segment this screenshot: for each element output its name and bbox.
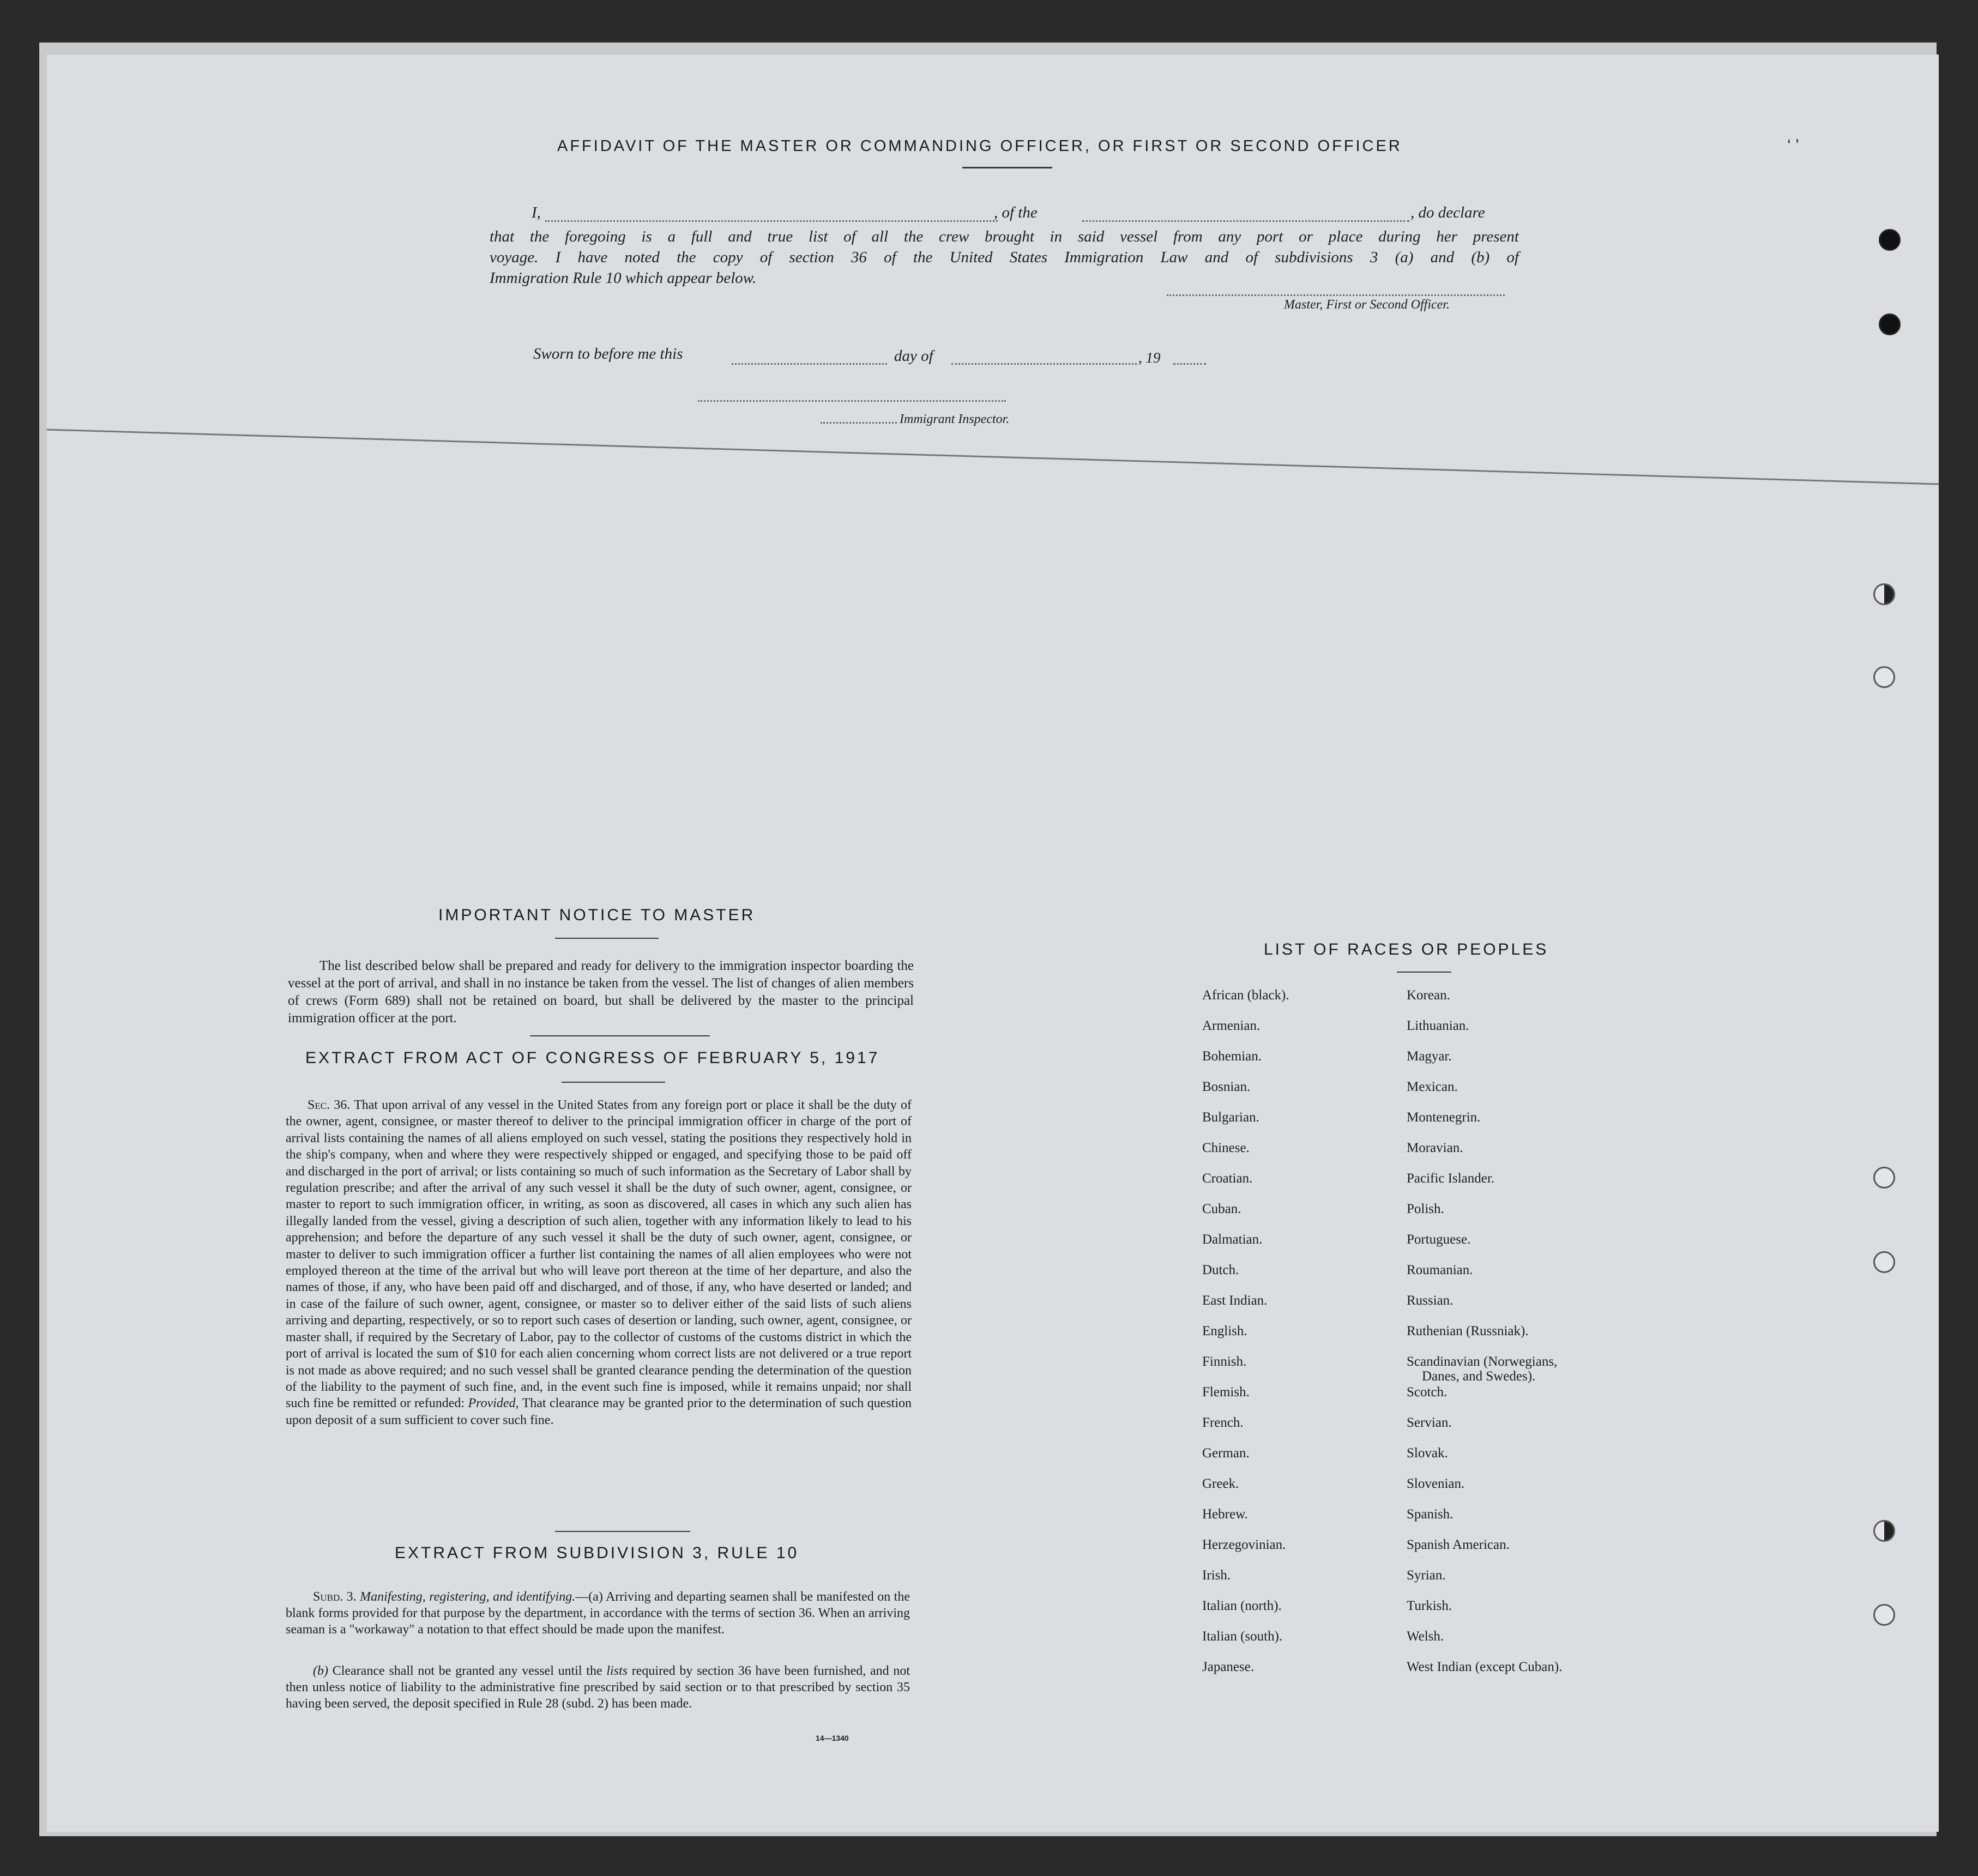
race-item: French. (1202, 1415, 1244, 1430)
binder-hole (1873, 1251, 1895, 1273)
sworn-year-field[interactable] (1173, 363, 1206, 365)
race-item: Armenian. (1202, 1018, 1261, 1033)
race-item: East Indian. (1202, 1293, 1268, 1308)
affidavit-title: AFFIDAVIT OF THE MASTER OR COMMANDING OFFICER, OR FIRST OR SECOND OFFICER (557, 137, 1402, 155)
race-item: Polish. (1407, 1202, 1444, 1216)
race-item: African (black). (1202, 988, 1289, 1003)
year-label: , 19 (1138, 349, 1161, 366)
race-item: Montenegrin. (1407, 1110, 1481, 1125)
inspector-caption: Immigrant Inspector. (900, 412, 1010, 426)
race-item: Cuban. (1202, 1202, 1241, 1216)
race-item: Bulgarian. (1202, 1110, 1259, 1125)
rule-subd-b (286, 1663, 910, 1712)
act-section-36 (286, 1097, 912, 1428)
race-item: Bohemian. (1202, 1049, 1262, 1064)
act-title-underline (562, 1082, 665, 1083)
binder-hole (1873, 1167, 1895, 1189)
rule-subd-a: —(a) Arriving and departing seamen shall be manifested on the blank forms provided for that purpose by the department, in accordance with the terms of section 36. When an arriving seaman is a "workaway" a notation to that effect should be made upon the manifest. (286, 1590, 910, 1637)
binder-hole (1873, 583, 1895, 605)
rule-title: EXTRACT FROM SUBDIVISION 3, RULE 10 (395, 1544, 799, 1562)
act-provided: Provided, (468, 1396, 519, 1411)
sworn-month-field[interactable] (951, 363, 1137, 365)
race-item: Dutch. (1202, 1263, 1239, 1277)
affidavit-do-declare: , do declare (1410, 204, 1485, 221)
inspector-signature-field[interactable] (698, 400, 1006, 402)
race-item: Italian (north). (1202, 1598, 1282, 1613)
title-underline (962, 167, 1052, 168)
rule-b-text-2: required by section 36 have been furnished, and not then unless notice of liability to the administrative fine prescribed by said section or to that prescribed by section 35 having been served, the deposit specified in Rule 28 (subd. 2) has been made. (286, 1664, 910, 1711)
rule-b-label: (b) (313, 1664, 328, 1678)
binder-hole (1873, 666, 1895, 688)
binder-hole (1873, 1604, 1895, 1626)
form-number: 14—1340 (816, 1734, 849, 1742)
race-item: Chinese. (1202, 1141, 1250, 1155)
rule-subd-3 (286, 1589, 910, 1638)
affidavit-line-2: that the foregoing is a full and true list of all the crew brought in said vessel from any port or place during her present (490, 228, 1519, 245)
notice-text: The list described below shall be prepared and ready for delivery to the immigration inspector boarding the vessel at the port of arrival, and shall in no instance be taken from the vessel. The list of changes of alien members of crews (Form 689) shall not be retained on board, but shall be delivered by the master to the principal immigration officer at the port. (288, 958, 914, 1026)
race-item: Magyar. (1407, 1049, 1452, 1064)
rule-b-text-1: Clearance shall not be granted any vessel until the (332, 1664, 602, 1678)
race-item: Portuguese. (1407, 1232, 1471, 1247)
race-item: Finnish. (1202, 1354, 1247, 1369)
affidavit-line-4: Immigration Rule 10 which appear below. (490, 269, 757, 287)
race-item: Slovenian. (1407, 1476, 1465, 1491)
race-item: German. (1202, 1446, 1250, 1461)
day-of-label: day of (894, 347, 933, 365)
race-item: Irish. (1202, 1568, 1231, 1583)
race-item: Japanese. (1202, 1660, 1255, 1674)
binder-hole (1879, 313, 1901, 335)
race-item: Hebrew. (1202, 1507, 1248, 1522)
race-item: Moravian. (1407, 1141, 1463, 1155)
race-item: Ruthenian (Russniak). (1407, 1324, 1529, 1338)
race-item: Spanish American. (1407, 1537, 1510, 1552)
signature-field[interactable] (1167, 294, 1505, 296)
race-item: Slovak. (1407, 1446, 1448, 1461)
races-title-underline (1397, 972, 1451, 973)
race-item: Scotch. (1407, 1385, 1448, 1400)
race-item: Korean. (1407, 988, 1450, 1003)
race-item: Pacific Islander. (1407, 1171, 1495, 1186)
notice-title-underline (555, 938, 659, 939)
document-sheet (47, 55, 1939, 1832)
race-item: Scandinavian (Norwegians, (1407, 1354, 1558, 1369)
affidavit-i: I, (532, 204, 541, 221)
corner-mark: ‘ ’ (1787, 136, 1799, 154)
rank-field[interactable] (1082, 220, 1409, 222)
act-separator (555, 1531, 690, 1532)
race-item: English. (1202, 1324, 1247, 1338)
act-section-text-end: That clearance may be granted prior to the determination of such question upon deposit of a sum sufficient to cover such fine. (286, 1396, 912, 1427)
notice-title: IMPORTANT NOTICE TO MASTER (438, 906, 756, 924)
rule-subd-heading: Manifesting, registering, and identifying. (360, 1590, 576, 1604)
race-item: Servian. (1407, 1415, 1452, 1430)
race-item: Mexican. (1407, 1079, 1458, 1094)
race-item: Flemish. (1202, 1385, 1250, 1400)
sheet-fold-line (47, 414, 1939, 496)
act-title: EXTRACT FROM ACT OF CONGRESS OF FEBRUARY 5, 1917 (305, 1049, 880, 1067)
race-item: Dalmatian. (1202, 1232, 1263, 1247)
race-item: Bosnian. (1202, 1079, 1251, 1094)
race-item: Lithuanian. (1407, 1018, 1469, 1033)
race-item: Russian. (1407, 1293, 1454, 1308)
race-item: Danes, and Swedes). (1422, 1369, 1536, 1384)
binder-hole (1873, 1520, 1895, 1542)
affidavit-of-the: , of the (994, 204, 1038, 221)
signature-caption: Master, First or Second Officer. (1284, 298, 1450, 312)
race-item: Greek. (1202, 1476, 1239, 1491)
race-item: Spanish. (1407, 1507, 1454, 1522)
act-section-text: That upon arrival of any vessel in the United States from any foreign port or place it shall be the duty of the owner, agent, consignee, or master thereof to deliver to the principal immigration officer in charge of the port of arrival lists containing the names of all aliens employed on such vessel, stating the positions they respectively hold in the ship's company, when and where they were respectively shipped or engaged, and specifying those to be paid off and discharged in the port of arrival; or lists containing so much of such information as the Secretary of Labor shall by regulation prescribe; and after the arrival of any such vessel it shall be the duty of such owner, agent, consignee, or master to report to such immigration officer, in writing, as soon as discovered, all cases in which any such alien has illegally landed from the vessel, giving a description of such alien, together with any information likely to lead to his apprehension; and before the departure of any such vessel it shall be the duty of such owner, agent, consignee, or master to deliver to such immigration officer a further list containing the names of all alien employees who were not employed thereon at the time of the arrival but who will leave port thereon at the time of her departure, and also the names of those, if any, who have been paid off and discharged, and of those, if any, who have deserted or landed; and in case of the failure of such owner, agent, consignee, or master so to deliver either of the said lists of such aliens arriving and departing, respectively, or so to report such cases of desertion or landing, such owner, agent, consignee, or master shall, if required by the Secretary of Labor, pay to the collector of customs of the customs district in which the port of arrival is located the sum of $10 for each alien concerning whom correct lists are not delivered or a true report is not made as above required; and no such vessel shall be granted clearance pending the determination of the question of the liability to the payment of such fine, and, in the event such fine is imposed, while it remains unpaid; nor shall such fine be remitted or refunded: (286, 1098, 912, 1411)
notice-separator (530, 1035, 710, 1036)
races-title: LIST OF RACES OR PEOPLES (1264, 940, 1549, 958)
race-item: Roumanian. (1407, 1263, 1473, 1277)
rule-subd-label: Subd. 3. (313, 1590, 357, 1604)
race-item: Turkish. (1407, 1598, 1452, 1613)
act-section-label: Sec. 36. (307, 1098, 351, 1112)
rule-b-lists: lists (606, 1664, 628, 1678)
race-item: West Indian (except Cuban). (1407, 1660, 1563, 1674)
sworn-day-field[interactable] (732, 363, 887, 365)
binder-hole (1879, 229, 1901, 251)
name-field[interactable] (545, 220, 998, 222)
sworn-label: Sworn to before me this (533, 345, 683, 363)
race-item: Italian (south). (1202, 1629, 1283, 1644)
race-item: Syrian. (1407, 1568, 1446, 1583)
affidavit-line-3: voyage. I have noted the copy of section 36 of the United States Immigration Law and of subdivisions 3 (a) and (b) of (490, 249, 1519, 266)
race-item: Herzegovinian. (1202, 1537, 1286, 1552)
race-item: Croatian. (1202, 1171, 1253, 1186)
race-item: Welsh. (1407, 1629, 1444, 1644)
